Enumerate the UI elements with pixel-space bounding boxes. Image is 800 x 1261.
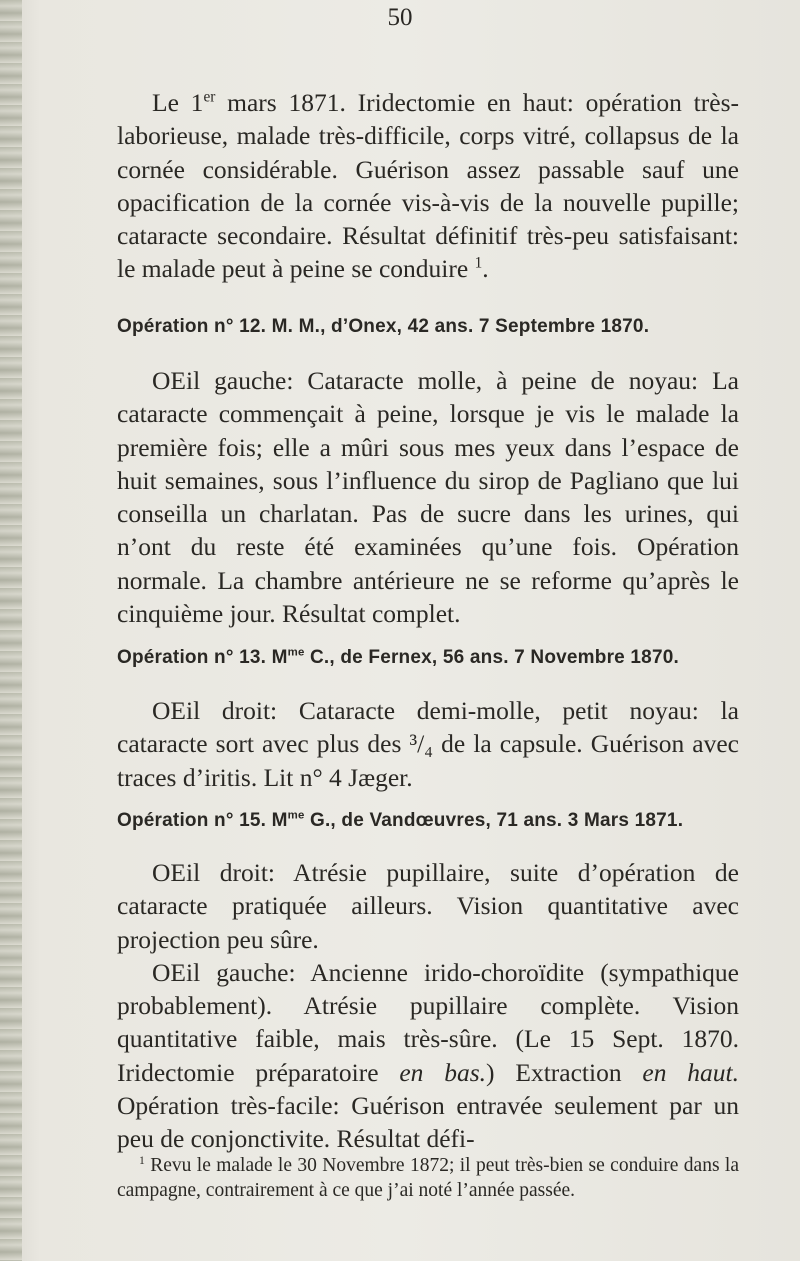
footnote-text: Revu le malade le 30 Novembre 1872; il peut très-bien se conduire dans la campagne, contrairement à ce que j’ai noté l’année passée. bbox=[117, 1155, 739, 1201]
page-binding-edge bbox=[0, 0, 22, 1261]
para1-lead: Le 1 bbox=[152, 88, 204, 117]
paragraph-operation-15 bbox=[117, 856, 739, 1156]
heading-operation-15 bbox=[117, 810, 757, 832]
para1-text: mars 1871. Iridectomie en haut: opération très-laborieuse, malade très-difficile, corps vitré, collapsus de la cornée considérable. Guérison assez passable sauf une opacification de la cornée vis-à-vis de la nouvelle pupille; cataracte secondaire. Résultat définitif très-peu satisfaisant: le malade peut à peine se conduire bbox=[117, 88, 739, 284]
op15-left-eye bbox=[117, 956, 739, 1156]
op13-heading-a: Opération n° 13. M bbox=[117, 647, 288, 668]
heading-operation-13 bbox=[117, 647, 757, 669]
op13-heading-b: C., de Fernex, 56 ans. 7 Novembre 1870. bbox=[304, 647, 679, 668]
page-number: 50 bbox=[387, 4, 413, 31]
op15-em-en-bas: en bas. bbox=[399, 1057, 487, 1087]
op15-right-eye: OEil droit: Atrésie pupillaire, suite d’opération de cataracte pratiquée ailleurs. Vision quantitative avec projection peu sûre. bbox=[117, 858, 739, 954]
paragraph-operation-12: OEil gauche: Cataracte molle, à peine de noyau: La cataracte commençait à peine, lorsque je vis le malade la première fois; elle a mûri sous mes yeux dans l’espace de huit semaines, sous l’influence du sirop de Pagliano que lui conseilla un charlatan. Pas de sucre dans les urines, qui n’ont du reste été examinées qu’une fois. Opération normale. La chambre antérieure ne se reforme qu’après le cinquième jour. Résultat complet. bbox=[117, 366, 739, 629]
op15-text2-c: Opération très-facile: Guérison entravée seulement par un peu de conjonctivite. Résultat défi- bbox=[117, 1091, 739, 1154]
footnote-reference: 1 bbox=[474, 254, 483, 272]
op15-text2-a: OEil gauche: Ancienne irido-choroïdite (sympathique probablement). Atrésie pupillaire complète. Vision quantitative faible, mais très-sûre. (Le 15 Sept. 1870. Iridectomie préparatoire bbox=[117, 957, 739, 1087]
op15-em-en-haut: en haut. bbox=[642, 1057, 740, 1087]
paragraph-operation-13 bbox=[117, 694, 739, 794]
footnote-mark: 1 bbox=[139, 1153, 145, 1167]
op13-text-a: OEil droit: Cataracte demi-molle, petit noyau: la cataracte sort avec plus des bbox=[117, 696, 739, 759]
footnote bbox=[117, 1153, 739, 1203]
para1-sup: er bbox=[203, 88, 216, 106]
op15-heading-sup: me bbox=[287, 809, 305, 822]
op15-heading-b: G., de Vandœuvres, 71 ans. 3 Mars 1871. bbox=[304, 810, 684, 831]
op13-heading-sup: me bbox=[287, 646, 305, 659]
op13-text-b: de la capsule. Guérison avec traces d’iritis. Lit n° 4 Jæger. bbox=[117, 729, 739, 792]
op15-text2-b: ) Extraction bbox=[486, 1057, 643, 1087]
paragraph-operation-continued bbox=[117, 86, 739, 286]
para1-end: . bbox=[482, 254, 489, 284]
op15-heading-a: Opération n° 15. M bbox=[117, 810, 288, 831]
heading-operation-12: Opération n° 12. M. M., d’Onex, 42 ans. 7 Septembre 1870. bbox=[117, 316, 650, 337]
op13-fraction: ³/₄ bbox=[409, 729, 434, 759]
